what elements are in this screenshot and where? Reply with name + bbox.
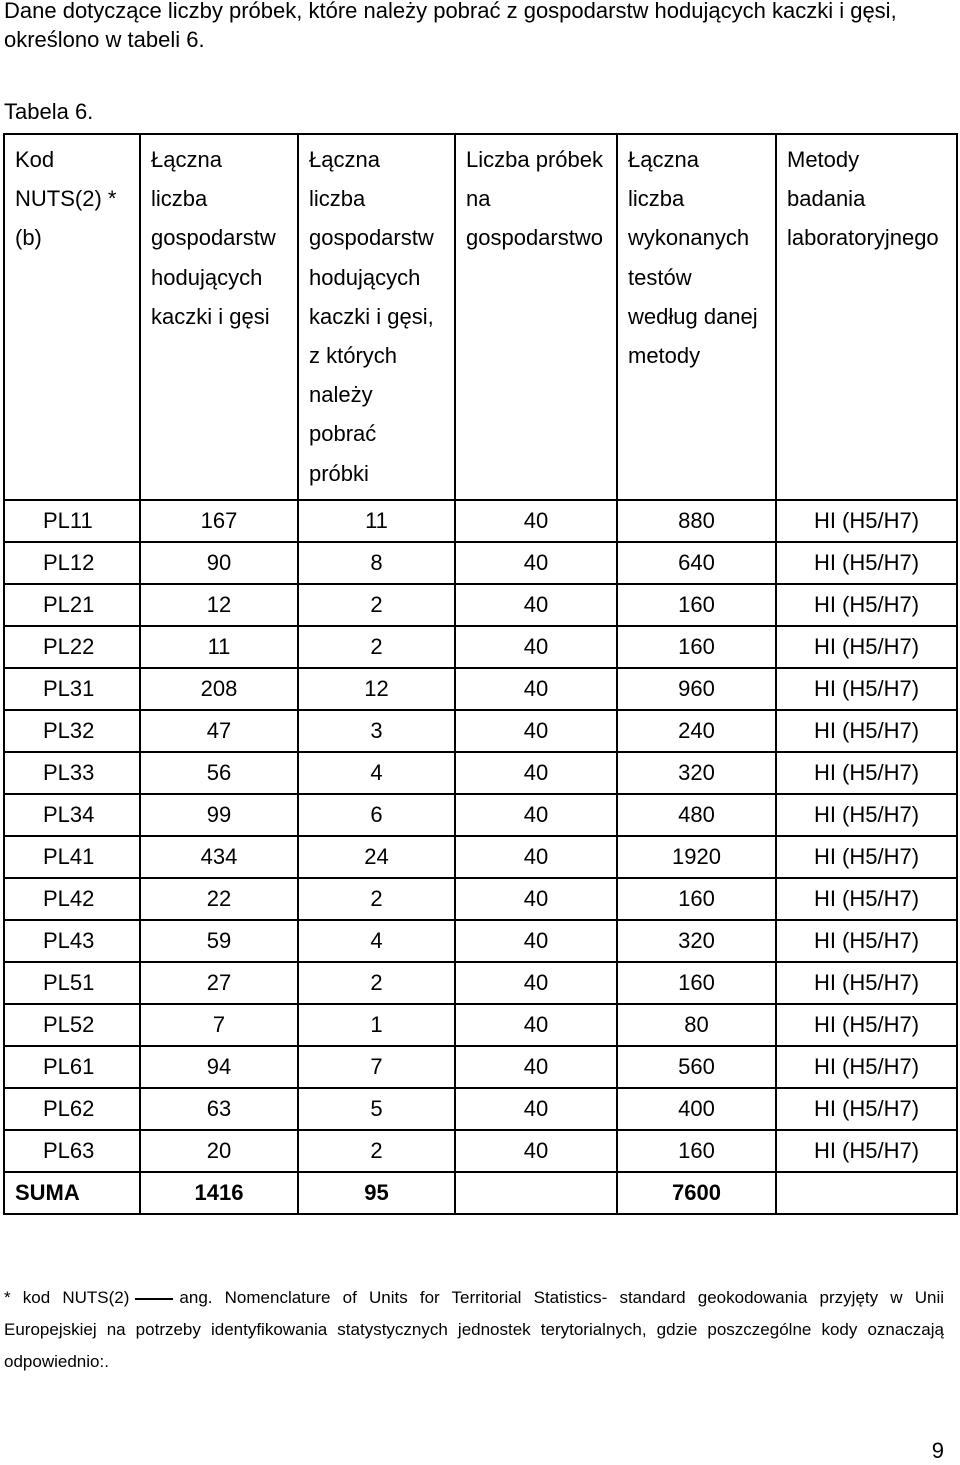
table-header-row	[4, 134, 957, 500]
cell-nuts-code: PL51	[4, 962, 140, 1004]
cell-lab-method: HI (H5/H7)	[776, 584, 957, 626]
cell-lab-method: HI (H5/H7)	[776, 878, 957, 920]
cell-total-farms: 63	[140, 1088, 298, 1130]
cell-samples-per-farm: 40	[455, 1046, 617, 1088]
cell-nuts-code: PL12	[4, 542, 140, 584]
cell-farms-to-sample: 3	[298, 710, 455, 752]
cell-lab-method: HI (H5/H7)	[776, 752, 957, 794]
cell-samples-per-farm: 40	[455, 920, 617, 962]
sum-lab-method	[776, 1172, 957, 1214]
cell-farms-to-sample: 5	[298, 1088, 455, 1130]
cell-total-tests: 1920	[617, 836, 776, 878]
cell-total-tests: 560	[617, 1046, 776, 1088]
sum-samples-per-farm	[455, 1172, 617, 1214]
header-nuts-code: Kod NUTS(2) * (b)	[4, 134, 140, 500]
cell-samples-per-farm: 40	[455, 1130, 617, 1172]
cell-total-tests: 160	[617, 626, 776, 668]
table-row	[4, 668, 957, 710]
cell-farms-to-sample: 4	[298, 752, 455, 794]
cell-nuts-code: PL31	[4, 668, 140, 710]
table-row	[4, 626, 957, 668]
table-row	[4, 1130, 957, 1172]
cell-total-tests: 320	[617, 920, 776, 962]
cell-farms-to-sample: 12	[298, 668, 455, 710]
cell-farms-to-sample: 2	[298, 878, 455, 920]
cell-samples-per-farm: 40	[455, 962, 617, 1004]
cell-lab-method: HI (H5/H7)	[776, 1088, 957, 1130]
cell-total-tests: 480	[617, 794, 776, 836]
cell-nuts-code: PL21	[4, 584, 140, 626]
cell-farms-to-sample: 24	[298, 836, 455, 878]
sum-farms-to-sample: 95	[298, 1172, 455, 1214]
table-row	[4, 1088, 957, 1130]
cell-nuts-code: PL34	[4, 794, 140, 836]
cell-lab-method: HI (H5/H7)	[776, 1046, 957, 1088]
cell-farms-to-sample: 8	[298, 542, 455, 584]
cell-total-farms: 167	[140, 500, 298, 542]
table-row	[4, 878, 957, 920]
footnote	[4, 1282, 944, 1378]
footnote-text: ang. Nomenclature of Units for Territorial Statistics- standard geokodowania przyjęty w Unii Europejskiej na potrzeby identyfikowania statystycznych jednostek terytorialnych, gdzie poszczególne kody oznaczają odpowiednio:.	[4, 1288, 945, 1371]
table-row	[4, 500, 957, 542]
cell-farms-to-sample: 2	[298, 626, 455, 668]
table-row	[4, 710, 957, 752]
table-row	[4, 584, 957, 626]
cell-samples-per-farm: 40	[455, 1004, 617, 1046]
cell-samples-per-farm: 40	[455, 752, 617, 794]
cell-total-tests: 960	[617, 668, 776, 710]
cell-samples-per-farm: 40	[455, 836, 617, 878]
cell-nuts-code: PL22	[4, 626, 140, 668]
cell-total-farms: 59	[140, 920, 298, 962]
cell-lab-method: HI (H5/H7)	[776, 836, 957, 878]
table-row	[4, 962, 957, 1004]
cell-lab-method: HI (H5/H7)	[776, 920, 957, 962]
cell-samples-per-farm: 40	[455, 794, 617, 836]
cell-total-tests: 160	[617, 962, 776, 1004]
cell-farms-to-sample: 2	[298, 1130, 455, 1172]
header-total-tests: Łączna liczba wykonanych testów według danej metody	[617, 134, 776, 500]
cell-total-farms: 434	[140, 836, 298, 878]
cell-samples-per-farm: 40	[455, 1088, 617, 1130]
cell-farms-to-sample: 2	[298, 584, 455, 626]
cell-total-farms: 7	[140, 1004, 298, 1046]
cell-nuts-code: PL42	[4, 878, 140, 920]
cell-samples-per-farm: 40	[455, 668, 617, 710]
cell-total-farms: 22	[140, 878, 298, 920]
cell-lab-method: HI (H5/H7)	[776, 626, 957, 668]
cell-total-farms: 94	[140, 1046, 298, 1088]
cell-total-tests: 160	[617, 1130, 776, 1172]
cell-total-farms: 90	[140, 542, 298, 584]
table-row	[4, 836, 957, 878]
cell-samples-per-farm: 40	[455, 626, 617, 668]
cell-nuts-code: PL43	[4, 920, 140, 962]
cell-farms-to-sample: 2	[298, 962, 455, 1004]
table-row	[4, 794, 957, 836]
cell-nuts-code: PL61	[4, 1046, 140, 1088]
header-farms-to-sample: Łączna liczba gospodarstw hodujących kaczki i gęsi, z których należy pobrać próbki	[298, 134, 455, 500]
cell-samples-per-farm: 40	[455, 500, 617, 542]
cell-nuts-code: PL32	[4, 710, 140, 752]
table-row	[4, 920, 957, 962]
cell-farms-to-sample: 6	[298, 794, 455, 836]
table-row	[4, 1004, 957, 1046]
cell-farms-to-sample: 1	[298, 1004, 455, 1046]
table-row	[4, 1046, 957, 1088]
cell-total-farms: 27	[140, 962, 298, 1004]
cell-lab-method: HI (H5/H7)	[776, 962, 957, 1004]
cell-lab-method: HI (H5/H7)	[776, 794, 957, 836]
cell-nuts-code: PL11	[4, 500, 140, 542]
table-row	[4, 752, 957, 794]
table-title: Tabela 6.	[4, 99, 94, 124]
cell-lab-method: HI (H5/H7)	[776, 1130, 957, 1172]
cell-total-tests: 160	[617, 878, 776, 920]
cell-total-tests: 400	[617, 1088, 776, 1130]
samples-table	[3, 133, 958, 1215]
cell-samples-per-farm: 40	[455, 584, 617, 626]
cell-total-tests: 640	[617, 542, 776, 584]
cell-nuts-code: PL52	[4, 1004, 140, 1046]
cell-samples-per-farm: 40	[455, 542, 617, 584]
header-samples-per-farm: Liczba próbek na gospodarstwo	[455, 134, 617, 500]
cell-total-tests: 80	[617, 1004, 776, 1046]
page-number: 9	[931, 1438, 944, 1463]
cell-lab-method: HI (H5/H7)	[776, 500, 957, 542]
sum-nuts-code: SUMA	[4, 1172, 140, 1214]
header-lab-methods: Metody badania laboratoryjnego	[776, 134, 957, 500]
cell-total-farms: 208	[140, 668, 298, 710]
cell-total-farms: 47	[140, 710, 298, 752]
cell-total-tests: 320	[617, 752, 776, 794]
sum-total-tests: 7600	[617, 1172, 776, 1214]
table-row	[4, 542, 957, 584]
cell-nuts-code: PL33	[4, 752, 140, 794]
cell-lab-method: HI (H5/H7)	[776, 542, 957, 584]
cell-total-farms: 99	[140, 794, 298, 836]
cell-total-farms: 20	[140, 1130, 298, 1172]
sum-row	[4, 1172, 957, 1214]
cell-nuts-code: PL63	[4, 1130, 140, 1172]
footnote-prefix: * kod NUTS(2)	[4, 1288, 130, 1307]
cell-total-tests: 880	[617, 500, 776, 542]
cell-lab-method: HI (H5/H7)	[776, 668, 957, 710]
cell-total-tests: 160	[617, 584, 776, 626]
cell-farms-to-sample: 7	[298, 1046, 455, 1088]
cell-nuts-code: PL62	[4, 1088, 140, 1130]
cell-lab-method: HI (H5/H7)	[776, 710, 957, 752]
footnote-dash	[135, 1298, 173, 1300]
cell-total-farms: 11	[140, 626, 298, 668]
header-total-farms: Łączna liczba gospodarstw hodujących kaczki i gęsi	[140, 134, 298, 500]
cell-total-farms: 12	[140, 584, 298, 626]
cell-lab-method: HI (H5/H7)	[776, 1004, 957, 1046]
intro-paragraph: Dane dotyczące liczby próbek, które należy pobrać z gospodarstw hodujących kaczki i gęsi, określono w tabeli 6.	[4, 0, 897, 52]
cell-total-tests: 240	[617, 710, 776, 752]
cell-farms-to-sample: 11	[298, 500, 455, 542]
cell-nuts-code: PL41	[4, 836, 140, 878]
cell-samples-per-farm: 40	[455, 878, 617, 920]
sum-total-farms: 1416	[140, 1172, 298, 1214]
cell-total-farms: 56	[140, 752, 298, 794]
cell-farms-to-sample: 4	[298, 920, 455, 962]
cell-samples-per-farm: 40	[455, 710, 617, 752]
